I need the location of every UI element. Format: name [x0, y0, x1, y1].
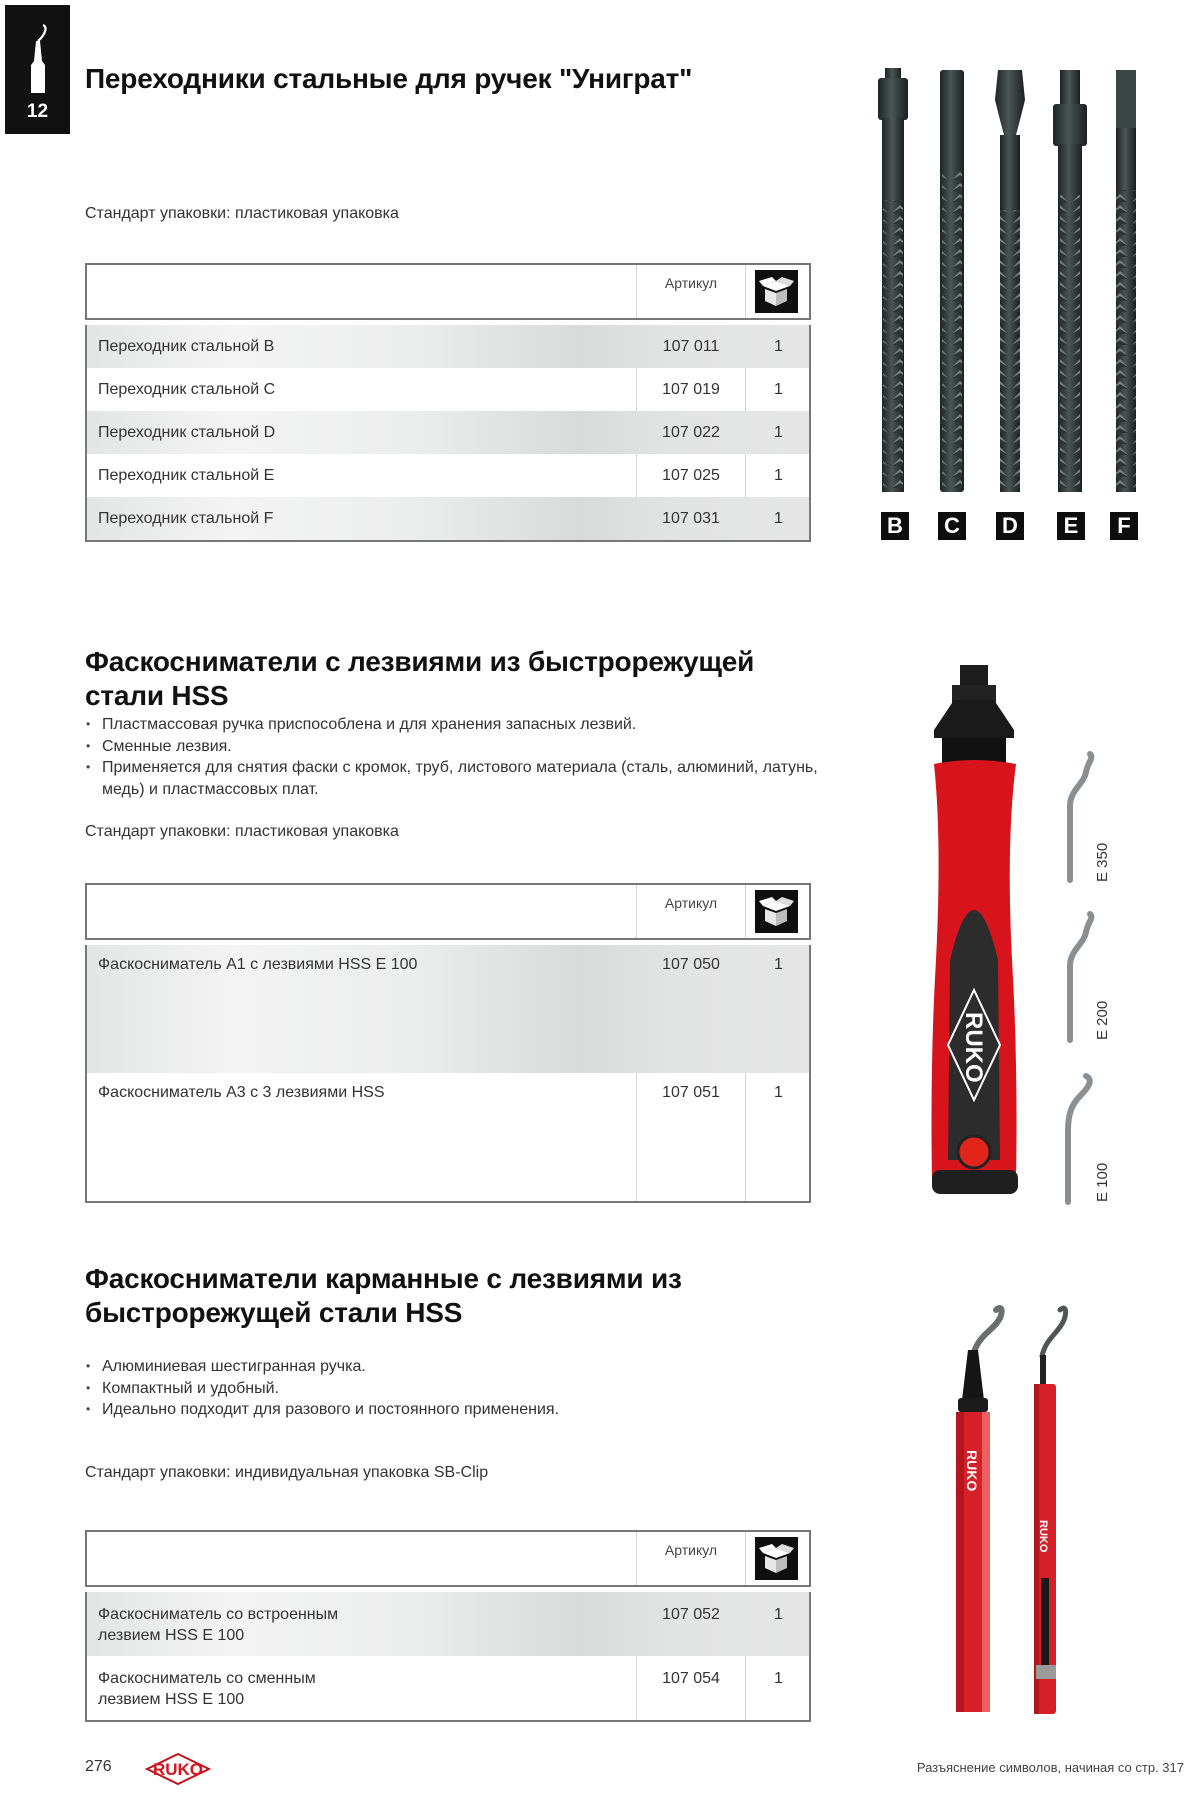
table-row [87, 1656, 811, 1720]
product-name: Фаскосниматель A3 с 3 лезвиями HSS [98, 1084, 385, 1101]
steel-adapters-image [870, 60, 1160, 500]
table-row [87, 497, 811, 540]
table-body [85, 325, 811, 542]
feature-item: • Компактный и удобный. [85, 1378, 825, 1400]
product-table-adapters [85, 263, 811, 542]
table-row [87, 411, 811, 454]
section-title-deburrers [85, 645, 754, 713]
feature-list [85, 1356, 825, 1421]
article-number: 107 022 [662, 424, 720, 441]
article-number: 107 019 [636, 368, 746, 411]
pack-quantity: 1 [774, 467, 783, 484]
packaging-standard: Стандарт упаковки: пластиковая упаковка [85, 205, 399, 222]
table-body [85, 1592, 811, 1722]
article-number: 107 051 [636, 1073, 746, 1201]
article-number: 107 054 [636, 1656, 746, 1720]
chapter-tab [5, 5, 70, 134]
section-title-line: Фаскосниматели карманные с лезвиями из [85, 1263, 682, 1294]
article-number: 107 025 [636, 454, 746, 497]
feature-item: • Пластмассовая ручка приспособлена и для хранения запасных лезвий. [85, 714, 825, 736]
pack-quantity: 1 [774, 381, 783, 398]
section-title-line: Фаскосниматели с лезвиями из быстрорежущей [85, 646, 755, 677]
article-column-header: Артикул [636, 265, 746, 318]
product-name-line: лезвием HSS E 100 [98, 1691, 245, 1708]
table-body [85, 945, 811, 1203]
adapter-label-e: E [1057, 512, 1085, 540]
product-name: Переходник стальной D [98, 424, 276, 441]
table-header [85, 1530, 811, 1587]
package-box-icon [755, 270, 798, 313]
article-number: 107 031 [662, 510, 720, 527]
deburrer-handle-image [920, 660, 1040, 1210]
blade-label: E 100 [1094, 1162, 1111, 1202]
product-name: Фаскосниматель A1 с лезвиями HSS E 100 [98, 956, 418, 973]
product-table-pocket-deburrers [85, 1530, 811, 1722]
blade-label: E 200 [1094, 1000, 1111, 1040]
table-row [87, 454, 811, 497]
package-box-icon [755, 1537, 798, 1580]
feature-item: • Алюминиевая шестигранная ручка. [85, 1356, 825, 1378]
product-name [87, 1668, 636, 1720]
product-name-line: лезвием HSS E 100 [98, 1627, 245, 1644]
feature-list [85, 714, 825, 800]
table-row [87, 945, 811, 1073]
product-name-line: Фаскосниматель со сменным [98, 1670, 316, 1687]
adapter-label-b: B [881, 512, 909, 540]
table-row [87, 1592, 811, 1656]
feature-item: • Сменные лезвия. [85, 736, 825, 758]
product-name: Переходник стальной B [98, 338, 275, 355]
product-name [87, 1604, 636, 1656]
pack-quantity: 1 [774, 1084, 783, 1101]
ruko-logo [145, 1752, 211, 1786]
pack-quantity: 1 [774, 510, 783, 527]
svg-text:RUKO: RUKO [960, 1012, 987, 1083]
article-number: 107 050 [662, 956, 720, 973]
product-name-line: Фаскосниматель со встроенным [98, 1606, 339, 1623]
svg-text:RUKO: RUKO [964, 1450, 980, 1492]
blade-label: E 350 [1094, 842, 1111, 882]
pocket-deburrers-image [940, 1300, 1080, 1730]
pack-quantity: 1 [774, 338, 783, 355]
feature-item: • Идеально подходит для разового и постоянного применения. [85, 1399, 825, 1421]
table-row [87, 1073, 811, 1201]
table-row [87, 325, 811, 368]
pack-quantity: 1 [774, 1606, 783, 1623]
feature-item: • Применяется для снятия фаски с кромок, труб, листового материала (сталь, алюминий, латунь, медь) и пластмассовых плат. [85, 757, 825, 800]
product-name: Переходник стальной E [98, 467, 275, 484]
adapter-label-c: C [938, 512, 966, 540]
section-title-line: быстрорежущей стали HSS [85, 1297, 463, 1328]
section-title-line: стали HSS [85, 680, 229, 711]
pack-quantity: 1 [774, 956, 783, 973]
packaging-standard: Стандарт упаковки: индивидуальная упаковка SB-Clip [85, 1464, 489, 1481]
section-title-adapters: Переходники стальные для ручек "Униграт" [85, 63, 693, 94]
blade-e100-image [1058, 1070, 1098, 1205]
product-table-deburrers [85, 883, 811, 1203]
article-number: 107 011 [662, 338, 720, 355]
table-header [85, 883, 811, 940]
table-header [85, 263, 811, 320]
packaging-standard: Стандарт упаковки: пластиковая упаковка [85, 823, 399, 840]
symbols-reference-note: Разъяснение символов, начиная со стр. 317 [916, 1760, 1184, 1775]
adapter-label-f: F [1110, 512, 1138, 540]
article-number: 107 052 [662, 1606, 720, 1623]
page-number: 276 [85, 1758, 112, 1775]
table-row [87, 368, 811, 411]
deburring-tool-icon [23, 23, 53, 95]
package-box-icon [755, 890, 798, 933]
svg-text:RUKO: RUKO [152, 1760, 204, 1779]
article-column-header: Артикул [636, 1532, 746, 1585]
pack-quantity: 1 [774, 1670, 783, 1687]
section-title-pocket-deburrers [85, 1262, 682, 1330]
chapter-number: 12 [26, 101, 49, 122]
product-name: Переходник стальной C [98, 381, 276, 398]
product-name: Переходник стальной F [98, 510, 274, 527]
pack-quantity: 1 [774, 424, 783, 441]
adapter-label-d: D [996, 512, 1024, 540]
article-column-header: Артикул [636, 885, 746, 938]
svg-text:RUKO: RUKO [1037, 1520, 1049, 1553]
